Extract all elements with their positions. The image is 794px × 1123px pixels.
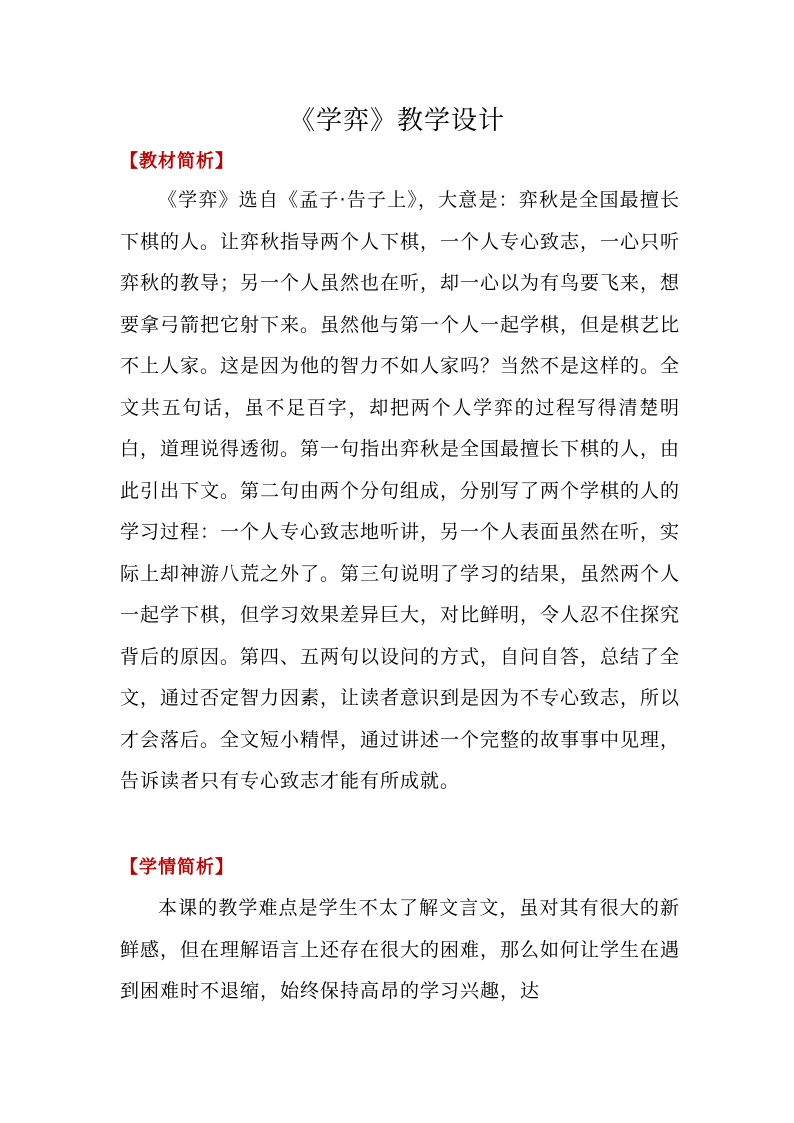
page-title: 《学弈》教学设计	[288, 106, 505, 136]
paragraph-textbook-analysis: 《学弈》选自《孟子·告子上》，大意是：弈秋是全国最擅长下棋的人。让弈秋指导两个人下棋，一个人专心致志，一心只听弈秋的教导；另一个人虽然也在听，却一心以为有鸟要飞来，想要拿弓箭把它射下来。虽然他与第一个人一起学棋，但是棋艺比不上人家。这是因为他的智力不如人家吗？当然不是这样的。全文共五句话，虽不足百字，却把两个人学弈的过程写得清楚明白，道理说得透彻。第一句指出弈秋是全国最擅长下棋的人，由此引出下文。第二句由两个分句组成，分别写了两个学棋的人的学习过程：一个人专心致志地听讲，另一个人表面虽然在听，实际上却神游八荒之外了。第三句说明了学习的结果，虽然两个人一起学下棋，但学习效果差异巨大，对比鲜明，令人忍不住探究背后的原因。第四、五两句以设问的方式，自问自答，总结了全文，通过否定智力因素，让读者意识到是因为不专心致志，所以才会落后。全文短小精悍，通过讲述一个完整的故事事中见理，告诉读者只有专心致志才能有所成就。	[120, 189, 681, 792]
section-heading-student-analysis: 【学情简析】	[120, 857, 234, 878]
section-heading-textbook-analysis: 【教材简析】	[120, 151, 234, 172]
paragraph-student-analysis: 本课的教学难点是学生不太了解文言文，虽对其有很大的新鲜感，但在理解语言上还存在很大的困难，那么如何让学生在遇到困难时不退缩，始终保持高昂的学习兴趣，达	[120, 897, 681, 1002]
